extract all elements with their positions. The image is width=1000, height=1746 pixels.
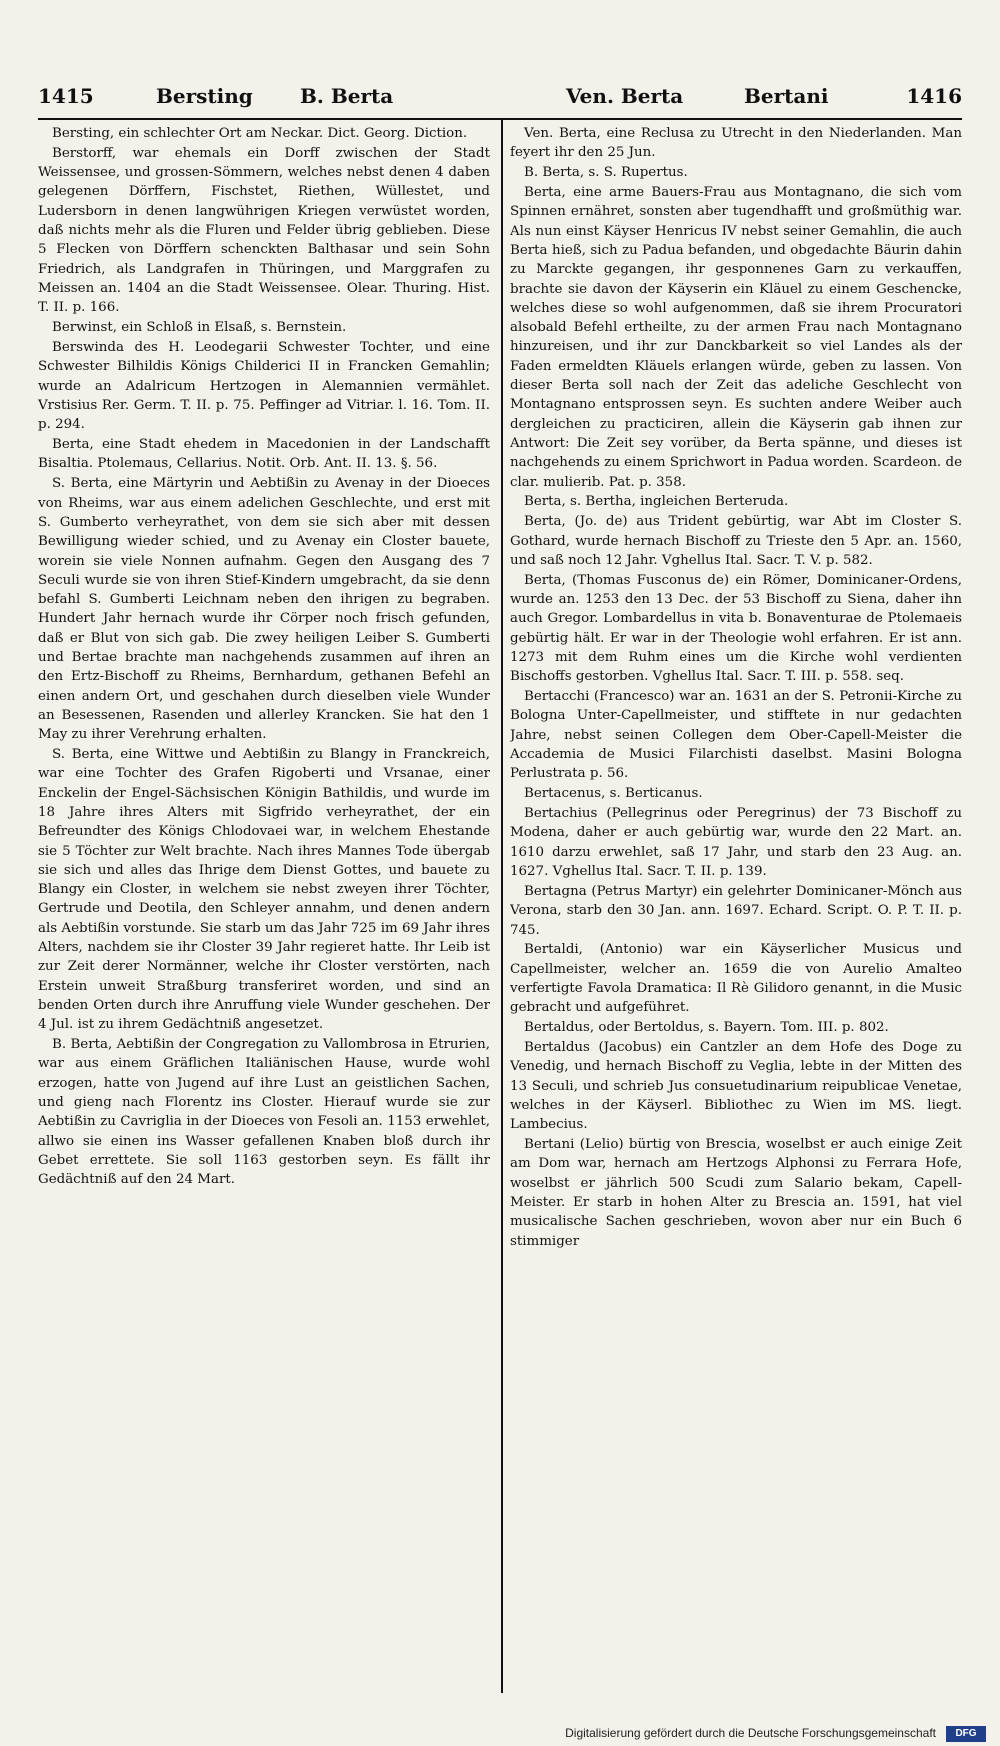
page-header — [38, 78, 962, 120]
column-divider — [501, 118, 503, 1693]
entry-paragraph: B. Berta, s. S. Rupertus. — [524, 165, 688, 181]
right-column — [510, 124, 962, 1689]
left-catchword-last: B. Berta — [300, 84, 394, 108]
document-page — [38, 78, 962, 1718]
entry-paragraph: Berta, eine Stadt ehedem in Macedonien in der Landschafft Bisaltia. Ptolemaus, Cellarius. Notit. Orb. Ant. II. 13. §. 56. — [38, 437, 490, 472]
entry-paragraph: Berstorff, war ehemals ein Dorff zwischen der Stadt Weissensee, und grossen-Sömmern, welches nebst denen 4 daben gelegenen Dörffern, Fischstet, Riethen, Wüllestet, und Ludersborn in denen langwührigen Kriegen verwüstet worden, daß nichts mehr als die Fluren und Felder übrig geblieben. Diese 5 Flecken von Dörffern schenckten Balthasar und sein Sohn Friedrich, als Landgrafen in Thüringen, und Marggrafen zu Meissen an. 1404 an die Stadt Weissensee. Olear. Thuring. Hist. T. II. p. 166. — [38, 145, 490, 316]
entry-paragraph: Berta, (Thomas Fusconus de) ein Römer, Dominicaner-Ordens, wurde an. 1253 den 13 Dec. der 53 Bischoff zu Siena, daher ihn auch Gregor. Lombardellus in vita b. Bonaventurae de Ptolemaeis gebürtig hält. Er war in der Theologie wohl erfahren. Er ist ann. 1273 mit dem Ruhm eines um die Kirche wohl verdienten Bischoffs gestorben. Vghellus Ital. Sacr. T. III. p. 558. seq. — [510, 572, 962, 685]
entry-paragraph: S. Berta, eine Märtyrin und Aebtißin zu Avenay in der Dioeces von Rheims, war aus einem adelichen Geschlechte, und erst mit S. Gumberto verheyrathet, von dem sie sich aber mit dessen Bewilligung wieder schied, und zu Avenay ein Closter bauete, worein sie viele Nonnen aufnahm. Gegen den Ausgang des 7 Seculi wurde sie von ihren Stief-Kindern umgebracht, da sie denn befahl S. Gumberti Leichnam neben den ihrigen zu begraben. Hundert Jahr hernach wurde ihr Cörper noch frisch gefunden, daß er Blut von sich gab. Die zwey heiligen Leiber S. Gumberti und Bertae brachte man nachgehends zusammen auf ihren an den Ertz-Bischoff zu Rheims, Bernhardum, gethanen Befehl an einen andern Ort, und geschahen durch dieselben viele Wunder an Besessenen, Rasenden und allerley Krancken. Sie hat den 1 May zu ihrer Verehrung erhalten. — [38, 476, 490, 743]
entry-paragraph: Bertagna (Petrus Martyr) ein gelehrter Dominicaner-Mönch aus Verona, starb den 30 Jan. ann. 1697. Echard. Script. O. P. T. II. p. 745. — [510, 883, 962, 938]
right-catchword-last: Bertani — [744, 84, 829, 108]
entry-paragraph: Berta, (Jo. de) aus Trident gebürtig, war Abt im Closter S. Gothard, wurde hernach Bischoff zu Trieste den 5 Apr. an. 1560, und saß noch 12 Jahr. Vghellus Ital. Sacr. T. V. p. 582. — [510, 514, 962, 568]
left-page-number: 1415 — [38, 84, 94, 108]
entry-paragraph: B. Berta, Aebtißin der Congregation zu Vallombrosa in Etrurien, war aus einem Gräflichen Italiänischen Hause, wurde wohl erzogen, hatte von Jugend auf ihre Lust an geistlichen Sachen, und gieng nach Florentz ins Closter. Hierauf wurde sie zur Aebtißin zu Cavriglia in der Dioeces von Fesoli an. 1153 erwehlet, allwo sie einen ins Wasser gefallenen Knaben bloß durch ihr Gebet errettete. Sie soll 1163 gestorben seyn. Es fällt ihr Gedächtniß auf den 24 Mart. — [38, 1037, 490, 1188]
entry-paragraph: Ven. Berta, eine Reclusa zu Utrecht in den Niederlanden. Man feyert ihr den 25 Jun. — [510, 126, 962, 161]
entry-paragraph: S. Berta, eine Wittwe und Aebtißin zu Blangy in Franckreich, war eine Tochter des Grafen Rigoberti und Vrsanae, einer Enckelin der Engel-Sächsischen Königin Bathildis, und wurde im 18 Jahre ihres Alters mit Sigfrido verheyrathet, der ein Befreundter des Königs Chlodovaei war, in welchem Ehestande sie 5 Töchter zur Welt brachte. Nach ihres Mannes Tode übergab sie sich und alles das Ihrige dem Dienst Gottes, und bauete zu Blangy ein Closter, in welchem sie nebst zweyen ihrer Töchter, Gertrude und Deotila, den Schleyer annahm, und denen andern als Aebtißin vorstunde. Sie starb um das Jahr 725 im 69 Jahr ihres Alters, nachdem sie ihr Closter 39 Jahr regieret hatte. Ihr Leib ist zur Zeit derer Normänner, welche ihr Closter verstörten, nach Erstein unweit Straßburg transferiret worden, und sind an benden Orten durch ihre Anruffung viele Wunder geschehen. Der 4 Jul. ist zu ihrem Gedächtniß angesetzet. — [38, 747, 490, 1033]
digitization-credit: Digitalisierung gefördert durch die Deutsche Forschungsgemeinschaft — [565, 1726, 936, 1740]
left-catchword-first: Bersting — [156, 84, 253, 108]
entry-paragraph: Bersting, ein schlechter Ort am Neckar. Dict. Georg. Diction. — [52, 126, 468, 141]
entry-paragraph: Berta, eine arme Bauers-Frau aus Montagnano, die sich vom Spinnen ernähret, sonsten aber tugendhafft und großmüthig war. Als nun einst Käyser Henricus IV nebst seiner Gemahlin, die auch Berta hieß, sich zu Padua befanden, und obgedachte Bäurin dahin zu Marckte gegangen, ihr gesponnenes Garn zu verkauffen, brachte sie davon der Käyserin ein Kläuel zu einem Geschencke, welches diese so wohl aufgenommen, daß sie ihrem Procuratori alsobald Befehl ertheilte, zu der armen Frau nach Montagnano hinzureisen, und ihr zur Danckbarkeit so viel Landes als der Faden ermeldten Kläuels erlangen würde, geben zu lassen. Von dieser Berta soll nach der Zeit das adeliche Geschlecht von Montagnano entsprossen seyn. Es suchten andere Weiber auch dergleichen zu practiciren, allein die Käyserin gab ihnen zur Antwort: Die Zeit sey vorüber, da Berta spänne, und dieses ist nachgehends zu einem Sprichwort in Padua worden. Scardeon. de clar. mulierib. Pat. p. 358. — [510, 185, 962, 490]
entry-paragraph: Bertachius (Pellegrinus oder Peregrinus) der 73 Bischoff zu Modena, daher er auch gebürtig war, wurde den 22 Mart. an. 1610 darzu erwehlet, saß 17 Jahr, und starb den 23 Aug. an. 1627. Vghellus Ital. Sacr. T. II. p. 139. — [510, 806, 962, 880]
entry-paragraph: Bertacchi (Francesco) war an. 1631 an der S. Petronii-Kirche zu Bologna Unter-Capellmeister, und stifftete in nur gedachten Jahre, nebst seinen Collegen dem Ober-Capell-Meister die Accademia de Musici Filarchisti daselbst. Masini Bologna Perlustrata p. 56. — [510, 689, 962, 782]
entry-paragraph: Bertani (Lelio) bürtig von Brescia, woselbst er auch einige Zeit am Dom war, hernach am Hertzogs Alphonsi zu Ferrara Hofe, woselbst er jährlich 500 Scudi zum Salario bekam, Capell-Meister. Er starb in hohen Alter zu Brescia an. 1591, hat viel musicalische Sachen geschrieben, wovon aber nur ein Buch 6 stimmiger — [510, 1137, 962, 1249]
right-page-number: 1416 — [906, 84, 962, 108]
entry-paragraph: Berswinda des H. Leodegarii Schwester Tochter, und eine Schwester Bilhildis Königs Childerici II in Francken Gemahlin; wurde an Adalricum Hertzogen in Alemannien vermählet. Vrstisius Rer. Germ. T. II. p. 75. Peffinger ad Vitriar. l. 16. Tom. II. p. 294. — [38, 340, 490, 433]
right-catchword-first: Ven. Berta — [566, 84, 684, 108]
left-column — [38, 124, 490, 1689]
entry-paragraph: Bertaldus (Jacobus) ein Cantzler an dem Hofe des Doge zu Venedig, und hernach Bischoff zu Veglia, lebte in der Mitten des 13 Seculi, und schrieb Jus consuetudinarium reipublicae Venetae, welches in der Käyserl. Bibliothec zu Wien im MS. liegt. Lambecius. — [510, 1040, 962, 1133]
entry-paragraph: Berta, s. Bertha, ingleichen Berteruda. — [524, 494, 789, 510]
entry-paragraph: Berwinst, ein Schloß in Elsaß, s. Bernstein. — [52, 320, 347, 336]
entry-paragraph: Bertaldus, oder Bertoldus, s. Bayern. Tom. III. p. 802. — [524, 1020, 889, 1036]
entry-paragraph: Bertacenus, s. Berticanus. — [524, 786, 703, 802]
dfg-logo: DFG — [946, 1726, 986, 1742]
entry-paragraph: Bertaldi, (Antonio) war ein Käyserlicher Musicus und Capellmeister, welcher an. 1659 die von Aurelio Amalteo verfertigte Favola Dramatica: Il Rè Gilidoro genannt, in die Music gebracht und aufgeführet. — [510, 942, 962, 1016]
